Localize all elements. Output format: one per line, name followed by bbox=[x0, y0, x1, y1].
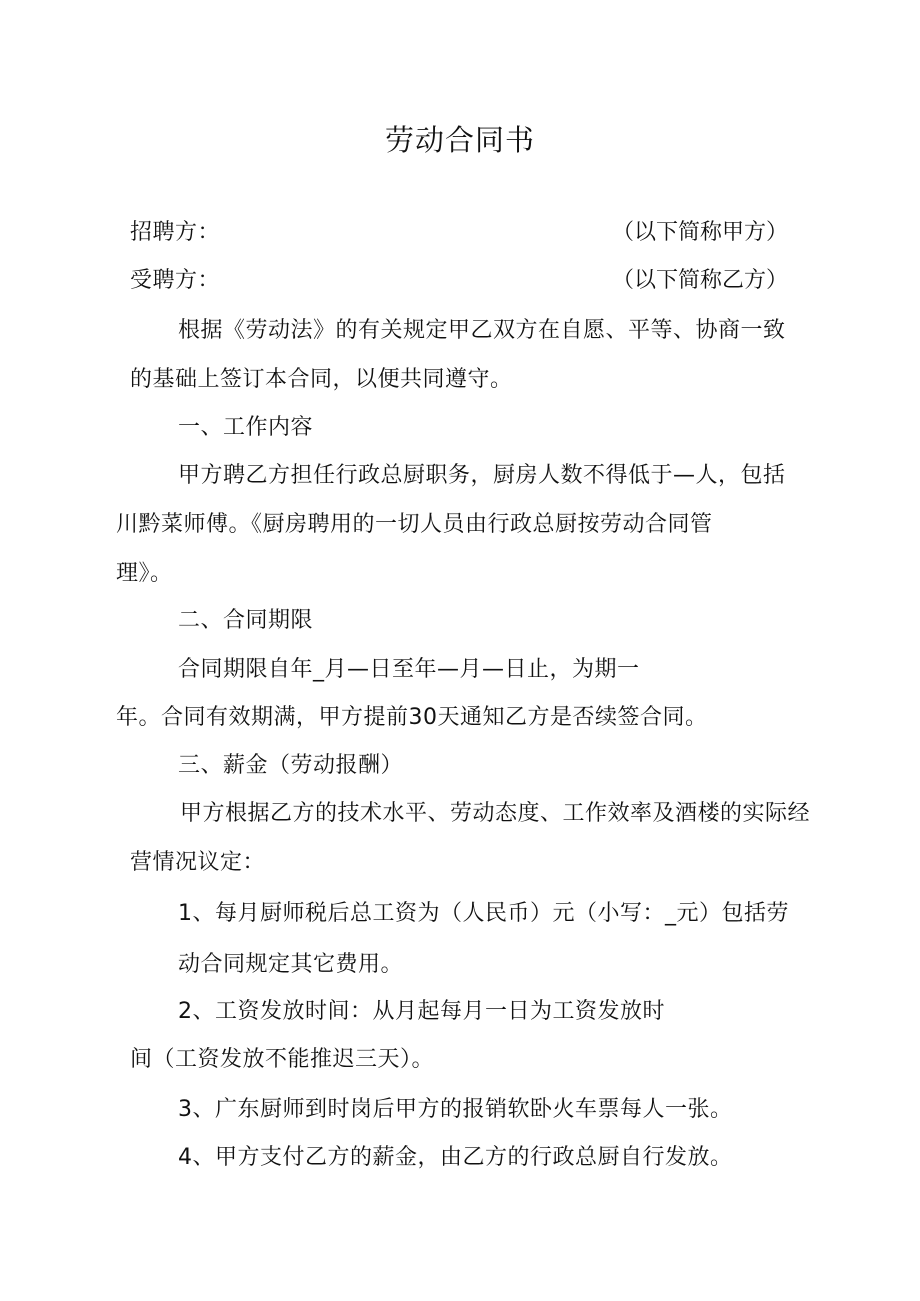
section-1-line-3: 理》。 bbox=[116, 561, 173, 586]
employer-note: （以下简称甲方） bbox=[612, 220, 789, 245]
section-1-line-2: 川黔菜师傅。《厨房聘用的一切人员由行政总厨按劳动合同管 bbox=[116, 512, 713, 537]
employee-note: （以下简称乙方） bbox=[612, 268, 789, 293]
section-2-heading: 二、合同期限 bbox=[178, 608, 314, 633]
section-3-line-1: 甲方根据乙方的技术水平、劳动态度、工作效率及酒楼的实际经 bbox=[180, 801, 811, 826]
section-3-heading: 三、薪金（劳动报酬） bbox=[178, 753, 404, 778]
salary-item-1-line-1: 1、每月厨师税后总工资为（人民币）元（小写：_元）包括劳 bbox=[178, 901, 789, 926]
salary-item-1-line-2: 动合同规定其它费用。 bbox=[178, 952, 404, 977]
section-2-line-2: 年。合同有效期满，甲方提前30天通知乙方是否续签合同。 bbox=[116, 705, 708, 730]
salary-item-4: 4、甲方支付乙方的薪金，由乙方的行政总厨自行发放。 bbox=[178, 1145, 733, 1170]
intro-line-1: 根据《劳动法》的有关规定甲乙双方在自愿、平等、协商一致 bbox=[178, 318, 786, 343]
section-3-line-2: 营情况议定： bbox=[130, 850, 266, 875]
salary-item-2-line-2: 间（工资发放不能推迟三天）。 bbox=[130, 1047, 435, 1072]
section-1-line-1: 甲方聘乙方担任行政总厨职务，厨房人数不得低于—人，包括 bbox=[178, 463, 786, 488]
section-1-heading: 一、工作内容 bbox=[178, 415, 314, 440]
employer-label: 招聘方： bbox=[130, 220, 221, 245]
employee-label: 受聘方： bbox=[130, 268, 221, 293]
salary-item-3: 3、广东厨师到时岗后甲方的报销软卧火车票每人一张。 bbox=[178, 1097, 733, 1122]
section-2-line-1: 合同期限自年_月—日至年—月—日止，为期一 bbox=[178, 657, 640, 682]
intro-line-2: 的基础上签订本合同，以便共同遵守。 bbox=[130, 367, 513, 392]
salary-item-2-line-1: 2、工资发放时间：从月起每月一日为工资发放时 bbox=[178, 999, 665, 1024]
document-title: 劳动合同书 bbox=[384, 123, 535, 157]
